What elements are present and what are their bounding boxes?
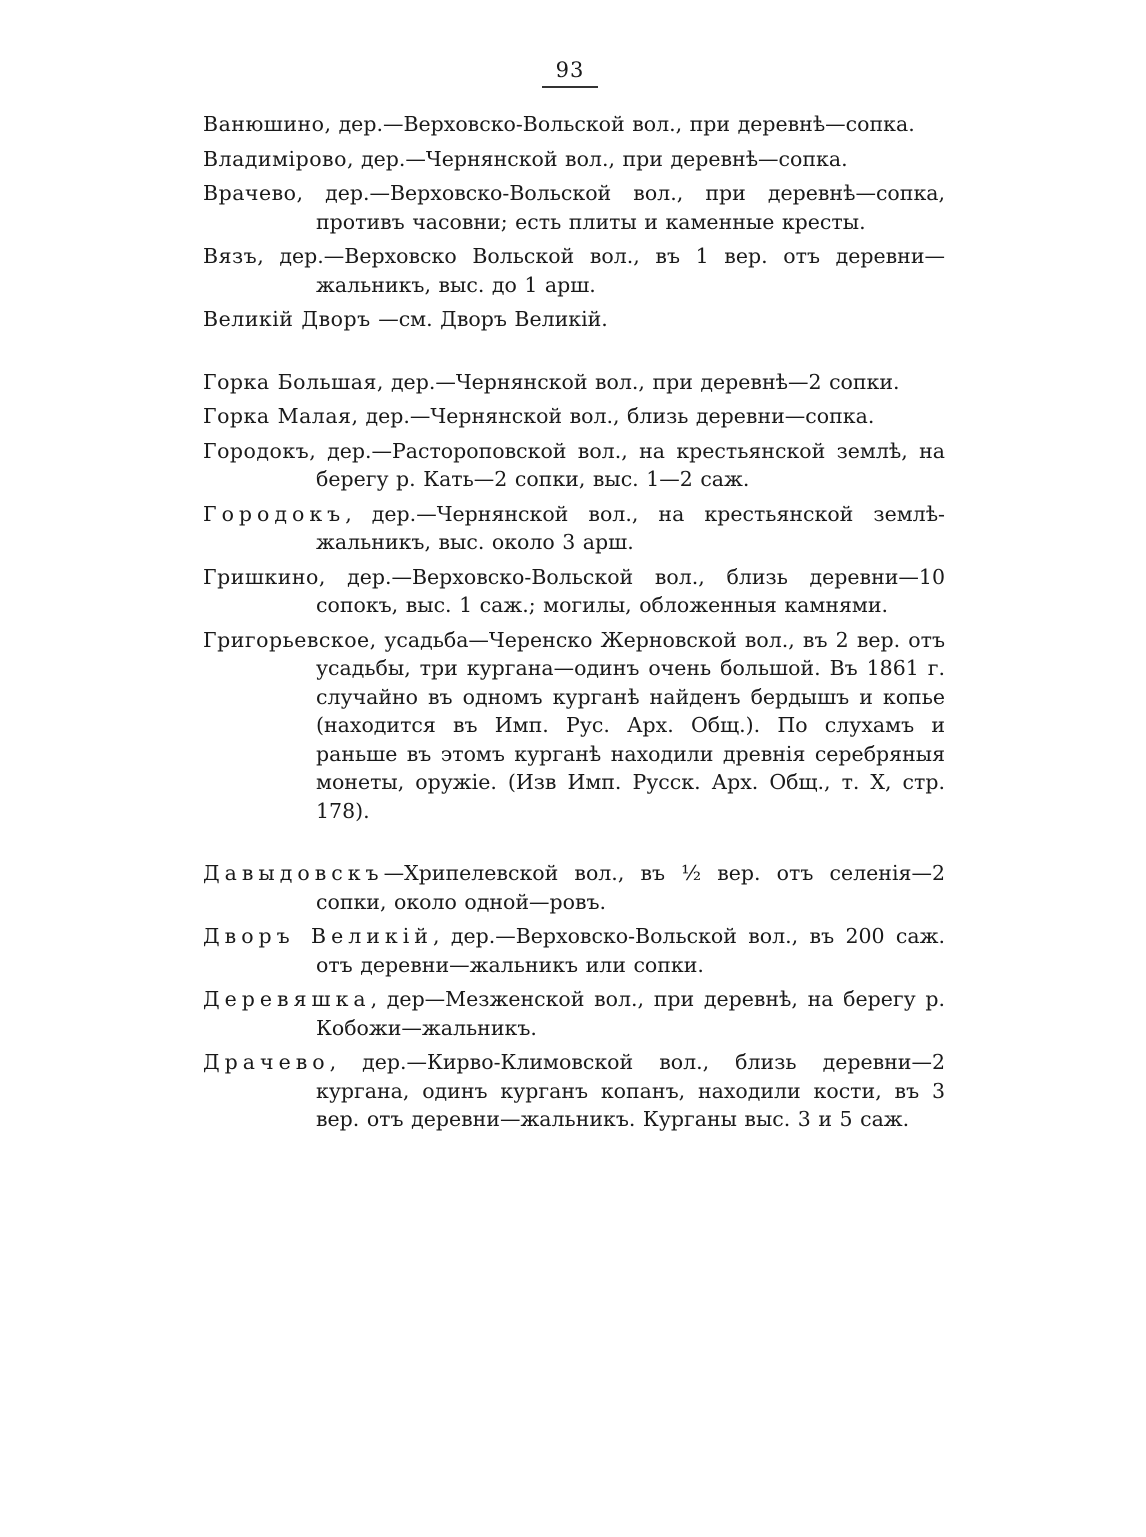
entry — [203, 922, 945, 979]
entry — [203, 145, 945, 174]
entry — [203, 305, 945, 334]
entry-body: , дер—Мезженской вол., при деревнѣ, на берегу р. Кобожи—жальникъ. — [316, 987, 945, 1040]
entry-body: , дер.—Чернянской вол., при деревнѣ—сопка. — [346, 146, 848, 171]
entry-body: —см. Дворъ Великій. — [378, 307, 608, 331]
section-gap — [203, 831, 945, 859]
entry — [203, 500, 945, 557]
entry-body: , дер.—Верховско-Вольской вол., близь деревни—10 сопокъ, выс. 1 саж.; могилы, обложенныя камнями. — [316, 564, 945, 617]
entry-head: Городокъ — [203, 438, 310, 463]
entry-body: , дер.—Чернянской вол., близь деревни—сопка. — [351, 404, 875, 428]
entry-head: Драчево — [203, 1050, 330, 1074]
entry — [203, 563, 945, 620]
entry-group-d — [203, 859, 945, 1134]
entry — [203, 626, 945, 826]
entry — [203, 985, 945, 1042]
entry-head: Ванюшино — [203, 112, 325, 136]
entry — [203, 110, 945, 139]
entry — [203, 437, 945, 494]
entry — [203, 402, 945, 431]
gazetteer-text — [203, 110, 945, 1140]
entry — [203, 1048, 945, 1134]
entry-body: —Хрипелевской вол., въ ½ вер. отъ селенія—2 сопки, около одной—ровъ. — [316, 861, 945, 914]
entry-head: Горка Малая — [203, 404, 352, 428]
entry-body: , дер.—Верховско-Вольской вол., въ 200 саж. отъ деревни—жальникъ или сопки. — [316, 924, 945, 977]
entry — [203, 242, 945, 299]
entry-body: , дер.—Верховско-Вольской вол., при деревнѣ—сопка. — [324, 112, 915, 136]
section-gap — [203, 340, 945, 368]
entry-body: , дер.—Верховско-Вольской вол., при деревнѣ—сопка, противъ часовни; есть плиты и каменные кресты. — [296, 181, 945, 234]
entry-head: Дворъ Великій — [203, 924, 433, 948]
entry-head: Великій Дворъ — [203, 307, 371, 331]
entry — [203, 368, 945, 397]
entry-head: Врачево — [203, 181, 297, 205]
entry-group-v — [203, 110, 945, 334]
entry-head: Владимірово — [203, 146, 347, 171]
entry-head: Давыдовскъ — [203, 861, 384, 885]
entry-head: Вязъ — [203, 244, 258, 268]
entry-group-g — [203, 368, 945, 826]
entry — [203, 859, 945, 916]
entry — [203, 179, 945, 236]
entry-body: , дер.—Чернянской вол., при деревнѣ—2 сопки. — [376, 369, 900, 394]
entry-head: Городокъ — [203, 501, 346, 526]
entry-head: Григорьевское — [203, 627, 370, 652]
entry-body: , дер.—Кирво-Климовской вол., близь деревни—2 кургана, одинъ курганъ копанъ, находили кости, въ 3 вер. отъ деревни—жальникъ. Курганы выс. 3 и 5 саж. — [316, 1050, 945, 1131]
entry-body: , дер.—Верховско Вольской вол., въ 1 вер. отъ деревни—жальникъ, выс. до 1 арш. — [257, 244, 945, 297]
entry-body: , усадьба—Черенско Жерновской вол., въ 2 вер. отъ усадьбы, три кургана—одинъ очень большой. Въ 1861 г. случайно въ одномъ курганѣ найденъ бердышъ и копье (находится въ Имп. Рус. Арх. Общ.). По слухамъ и раньше въ этомъ курганѣ находили древнія серебряныя монеты, оружіе. (Изв Имп. Русск. Арх. Общ., т. X, стр. 178). — [316, 627, 945, 823]
entry-body: , дер.—Чернянской вол., на крестьянской землѣ-жальникъ, выс. около 3 арш. — [316, 501, 945, 554]
entry-body: , дер.—Растороповской вол., на крестьянской землѣ, на берегу р. Кать—2 сопки, выс. 1—2 саж. — [309, 438, 945, 491]
page-number-rule — [542, 86, 598, 88]
page-number: 93 — [555, 58, 585, 82]
entry-head: Горка Большая — [203, 369, 377, 394]
entry-head: Гришкино — [203, 564, 319, 589]
entry-head: Деревяшка — [203, 987, 371, 1011]
